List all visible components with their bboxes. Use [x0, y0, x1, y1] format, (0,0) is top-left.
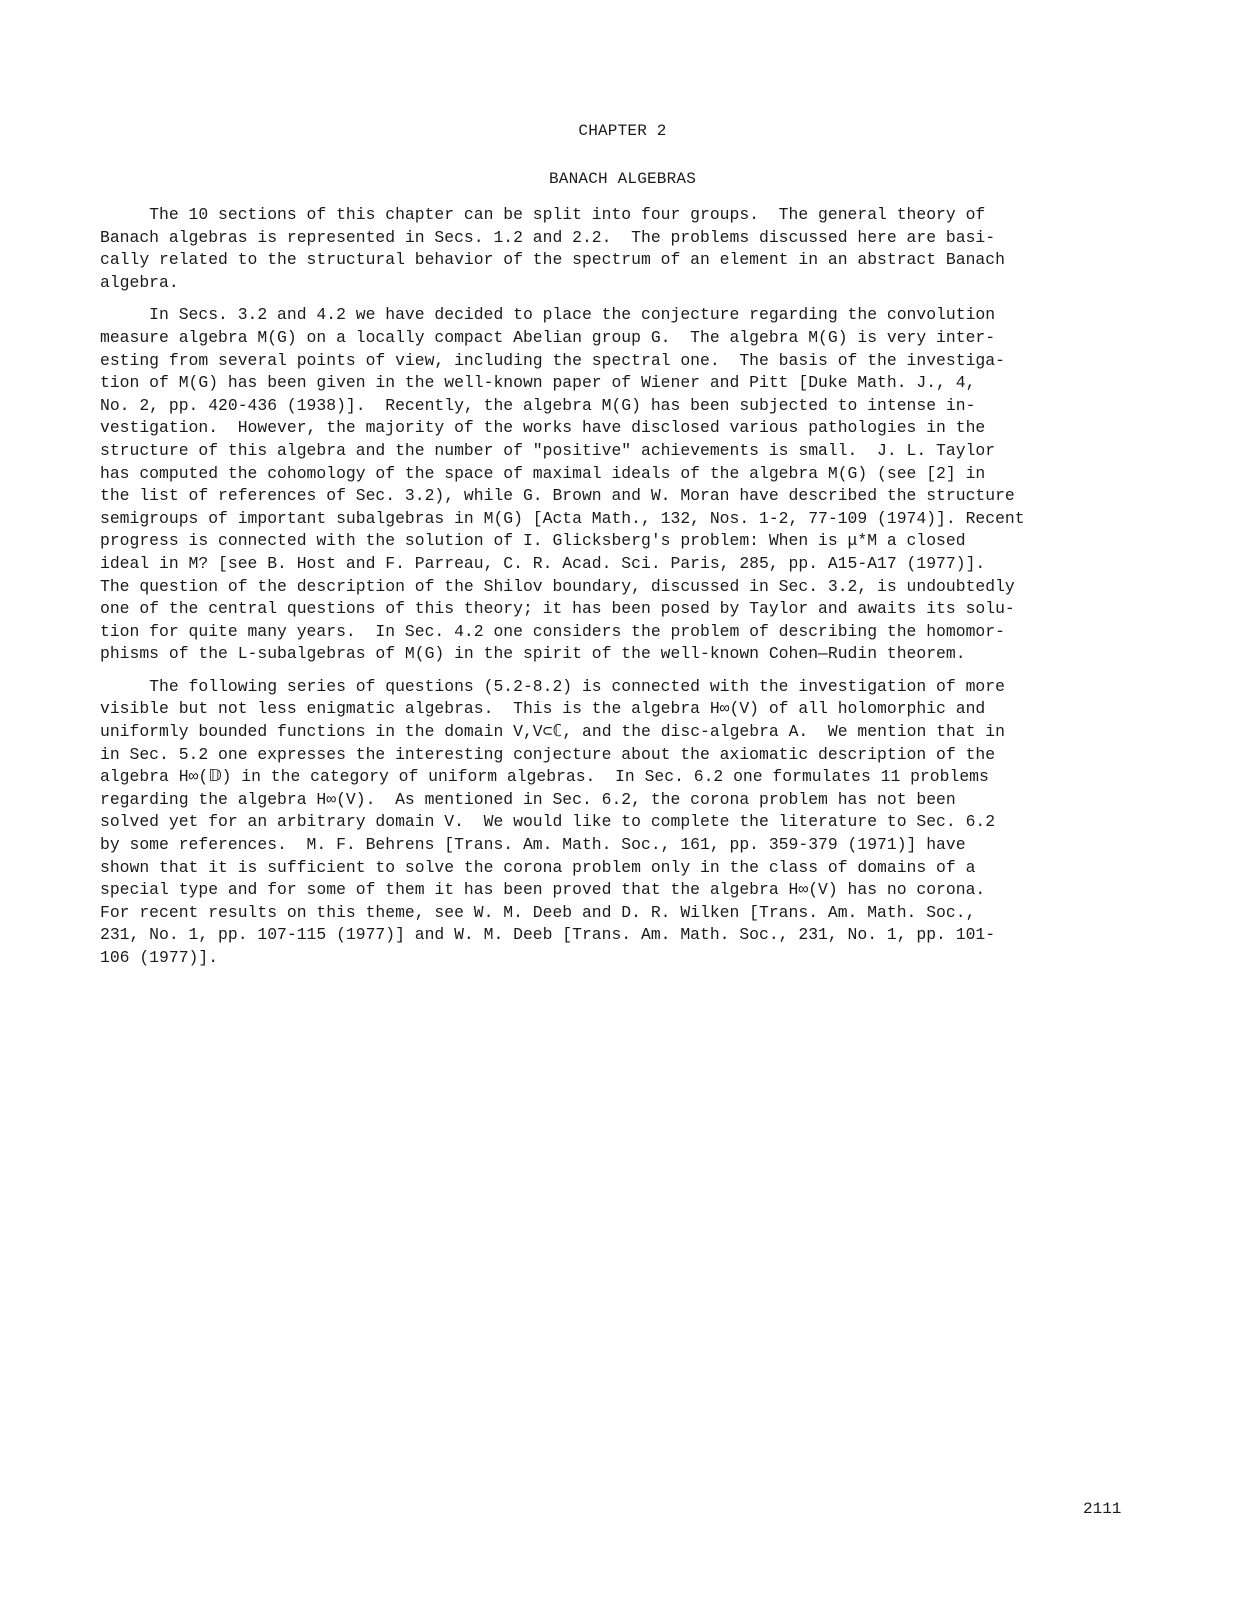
text-line: special type and for some of them it has been proved that the algebra H∞(V) has no corona.: [100, 880, 986, 900]
text-line: The following series of questions (5.2-8.2) is connected with the investigation of more: [100, 676, 1005, 696]
chapter-label: CHAPTER 2: [578, 122, 667, 140]
text-line: by some references. M. F. Behrens [Trans. Am. Math. Soc., 161, pp. 359-379 (1971)] have: [100, 835, 966, 855]
text-line: tion of M(G) has been given in the well-known paper of Wiener and Pitt [Duke Math. J., 4,: [100, 373, 976, 393]
text-line: uniformly bounded functions in the domain V,V⊂ℂ, and the disc-algebra A. We mention that in: [100, 722, 1005, 742]
text-line: 231, No. 1, pp. 107-115 (1977)] and W. M. Deeb [Trans. Am. Math. Soc., 231, No. 1, pp. 101-: [100, 925, 996, 945]
chapter-title: BANACH ALGEBRAS: [548, 170, 697, 188]
text-line: In Secs. 3.2 and 4.2 we have decided to place the conjecture regarding the convolution: [100, 305, 996, 325]
text-line: shown that it is sufficient to solve the corona problem only in the class of domains of a: [100, 857, 976, 877]
text-line: the list of references of Sec. 3.2), while G. Brown and W. Moran have described the structure: [100, 486, 1015, 506]
body-text: [100, 204, 1160, 980]
text-line: one of the central questions of this theory; it has been posed by Taylor and awaits its solu-: [100, 599, 1015, 619]
text-line: progress is connected with the solution of I. Glicksberg's problem: When is μ*M a closed: [100, 531, 966, 551]
paragraph-measure-algebra: [100, 304, 1160, 666]
text-line: has computed the cohomology of the space of maximal ideals of the algebra M(G) (see [2] in: [100, 463, 986, 483]
text-line: Banach algebras is represented in Secs. 1.2 and 2.2. The problems discussed here are basi-: [100, 227, 996, 247]
text-line: For recent results on this theme, see W. M. Deeb and D. R. Wilken [Trans. Am. Math. Soc.,: [100, 902, 976, 922]
text-line: structure of this algebra and the number of "positive" achievements is small. J. L. Taylor: [100, 440, 996, 460]
text-line: visible but not less enigmatic algebras. This is the algebra H∞(V) of all holomorphic and: [100, 699, 986, 719]
text-line: algebra.: [100, 272, 179, 292]
text-line: vestigation. However, the majority of the works have disclosed various pathologies in the: [100, 418, 986, 438]
text-line: phisms of the L-subalgebras of M(G) in the spirit of the well-known Cohen—Rudin theorem.: [100, 644, 966, 664]
text-line: algebra H∞(𝔻) in the category of uniform algebras. In Sec. 6.2 one formulates 11 problems: [100, 767, 989, 787]
text-line: cally related to the structural behavior of the spectrum of an element in an abstract Banach: [100, 250, 1005, 270]
text-line: semigroups of important subalgebras in M(G) [Acta Math., 132, Nos. 1-2, 77-109 (1974)]. Recent: [100, 508, 1025, 528]
text-line: The question of the description of the Shilov boundary, discussed in Sec. 3.2, is undoubtedly: [100, 576, 1015, 596]
text-line: ideal in M? [see B. Host and F. Parreau, C. R. Acad. Sci. Paris, 285, pp. A15-A17 (1977)].: [100, 553, 986, 573]
text-line: solved yet for an arbitrary domain V. We would like to complete the literature to Sec. 6.2: [100, 812, 996, 832]
text-line: tion for quite many years. In Sec. 4.2 one considers the problem of describing the homomor-: [100, 621, 1005, 641]
paragraph-intro: [100, 204, 1160, 294]
text-line: regarding the algebra H∞(V). As mentioned in Sec. 6.2, the corona problem has not been: [100, 789, 956, 809]
text-line: 106 (1977)].: [100, 948, 219, 967]
text-line: esting from several points of view, including the spectral one. The basis of the investiga-: [100, 350, 1005, 370]
text-line: No. 2, pp. 420-436 (1938)]. Recently, the algebra M(G) has been subjected to intense in-: [100, 395, 976, 415]
page-number: 2111: [1083, 1500, 1122, 1518]
text-line: measure algebra M(G) on a locally compact Abelian group G. The algebra M(G) is very inter-: [100, 327, 996, 347]
text-line: in Sec. 5.2 one expresses the interesting conjecture about the axiomatic description of the: [100, 744, 996, 764]
paragraph-hardy-algebras: [100, 676, 1160, 970]
text-line: The 10 sections of this chapter can be split into four groups. The general theory of: [100, 205, 986, 224]
